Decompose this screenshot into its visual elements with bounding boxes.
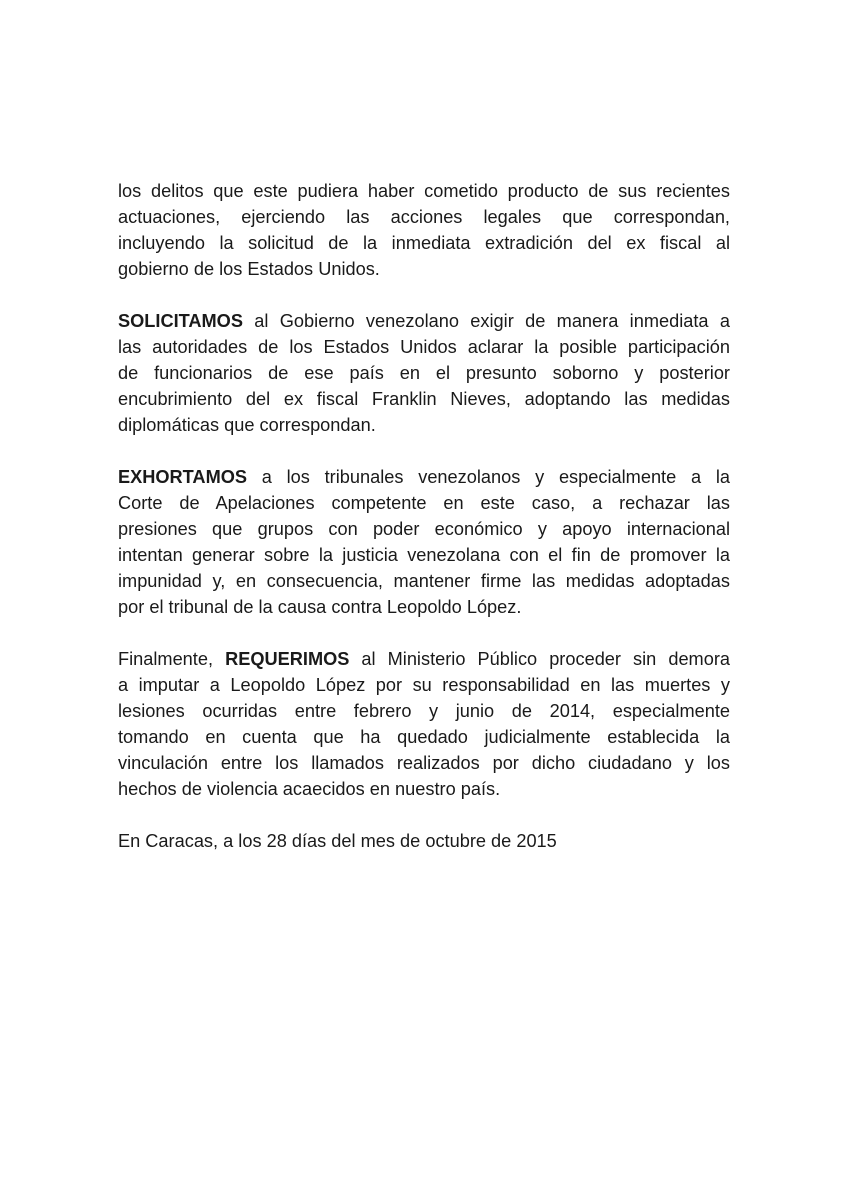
paragraph-line: hechos de violencia acaecidos en nuestro país. xyxy=(118,779,501,799)
paragraph-line: por el tribunal de la causa contra Leopoldo López. xyxy=(118,597,522,617)
first-line-prefix: Finalmente, xyxy=(118,649,226,669)
paragraph-line: a imputar a Leopoldo López por su responsabilidad en las muertes y xyxy=(118,675,730,695)
paragraph-line: Corte de Apelaciones competente en este caso, a rechazar las xyxy=(118,493,730,513)
paragraph-line: vinculación entre los llamados realizados por dicho ciudadano y los xyxy=(118,753,730,773)
paragraph-line: impunidad y, en consecuencia, mantener firme las medidas adoptadas xyxy=(118,571,730,591)
keyword-solicitamos: SOLICITAMOS xyxy=(118,311,243,331)
paragraph-delitos xyxy=(118,178,730,282)
first-line-text: al Gobierno venezolano exigir de manera inmediata a xyxy=(242,311,730,331)
paragraph-exhortamos xyxy=(118,464,730,620)
paragraph-line: gobierno de los Estados Unidos. xyxy=(118,259,380,279)
paragraph-first-line xyxy=(118,646,730,672)
paragraph-line: diplomáticas que correspondan. xyxy=(118,415,376,435)
closing-date-line: En Caracas, a los 28 días del mes de octubre de 2015 xyxy=(118,831,557,851)
first-line-text: al Ministerio Público proceder sin demora xyxy=(349,649,730,669)
paragraph-line: los delitos que este pudiera haber cometido producto de sus recientes xyxy=(118,181,730,201)
paragraph-line: actuaciones, ejerciendo las acciones legales que correspondan, xyxy=(118,207,730,227)
paragraph-line: encubrimiento del ex fiscal Franklin Nieves, adoptando las medidas xyxy=(118,389,730,409)
paragraph-solicitamos xyxy=(118,308,730,438)
paragraph-line: presiones que grupos con poder económico y apoyo internacional xyxy=(118,519,730,539)
paragraph-requerimos xyxy=(118,646,730,802)
paragraph-line: intentan generar sobre la justicia venezolana con el fin de promover la xyxy=(118,545,730,565)
paragraph-line: tomando en cuenta que ha quedado judicialmente establecida la xyxy=(118,727,730,747)
paragraph-line: las autoridades de los Estados Unidos aclarar la posible participación xyxy=(118,337,730,357)
paragraph-line: lesiones ocurridas entre febrero y junio de 2014, especialmente xyxy=(118,701,730,721)
keyword-requerimos: REQUERIMOS xyxy=(225,649,350,669)
paragraph-first-line xyxy=(118,308,730,334)
first-line-text: a los tribunales venezolanos y especialmente a la xyxy=(247,467,730,487)
paragraph-line: incluyendo la solicitud de la inmediata extradición del ex fiscal al xyxy=(118,233,730,253)
paragraph-first-line xyxy=(118,464,730,490)
paragraph-line: de funcionarios de ese país en el presunto soborno y posterior xyxy=(118,363,730,383)
keyword-exhortamos: EXHORTAMOS xyxy=(118,467,247,487)
document-body xyxy=(118,178,730,854)
